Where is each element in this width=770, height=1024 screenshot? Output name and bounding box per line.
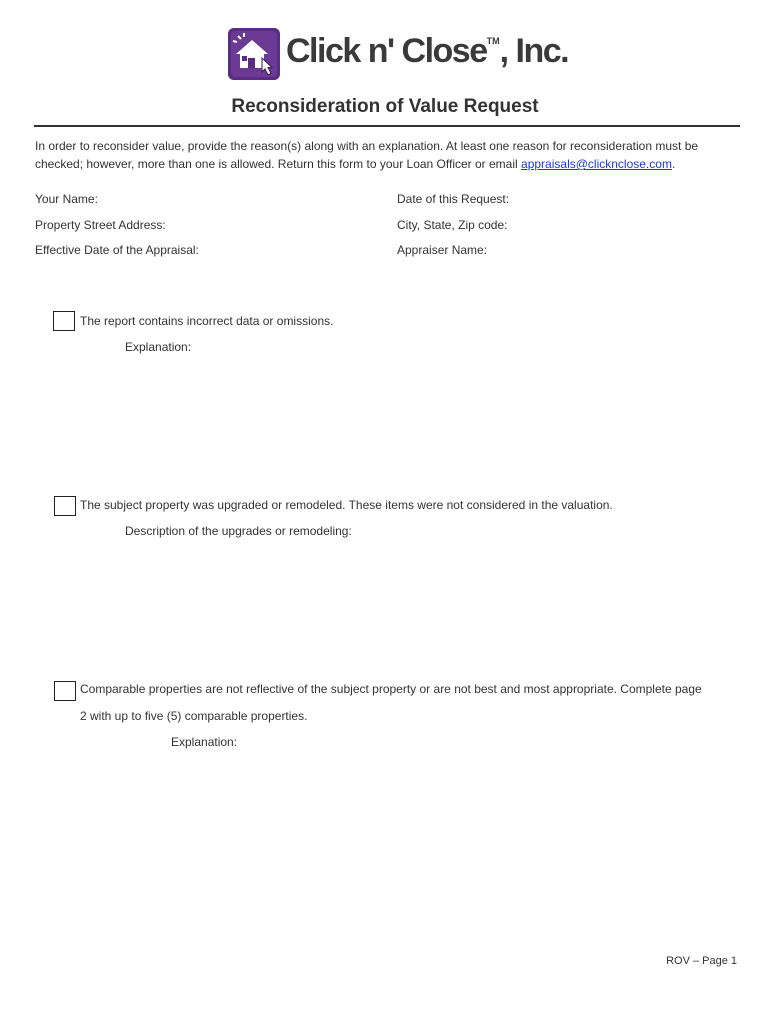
city-state-zip-label: City, State, Zip code:: [397, 218, 508, 232]
brand-name: Click n' Close™, Inc.: [286, 32, 569, 70]
company-logo: [228, 28, 568, 82]
incorrect-data-checkbox[interactable]: [53, 311, 75, 331]
email-link[interactable]: appraisals@clicknclose.com: [521, 157, 672, 171]
title-divider: [34, 125, 740, 127]
upgraded-property-label: The subject property was upgraded or remodeled. These items were not considered in the valuation.: [80, 498, 613, 512]
intro-paragraph: In order to reconsider value, provide the reason(s) along with an explanation. At least one reason for reconsideration must be checked; however, more than one is allowed. Return this form to your Loan Officer or email appraisals@clicknclose.com.: [35, 139, 699, 171]
explanation-label: Explanation:: [171, 735, 238, 749]
incorrect-data-label: The report contains incorrect data or omissions.: [80, 314, 334, 328]
appraiser-name-label: Appraiser Name:: [397, 243, 488, 257]
comparables-label: Comparable properties are not reflective of the subject property or are not best and most appropriate. Complete page: [80, 682, 702, 696]
your-name-label: Your Name:: [35, 192, 98, 206]
date-request-label: Date of this Request:: [397, 192, 510, 206]
upgrades-description-label: Description of the upgrades or remodeling:: [125, 524, 352, 538]
explanation-label: Explanation:: [125, 340, 192, 354]
effective-date-label: Effective Date of the Appraisal:: [35, 243, 199, 257]
page-number: ROV – Page 1: [666, 955, 737, 967]
page-title: Reconsideration of Value Request: [231, 96, 539, 117]
upgraded-property-checkbox[interactable]: [54, 496, 76, 516]
house-cursor-icon: [228, 28, 280, 80]
comparables-checkbox[interactable]: [54, 681, 76, 701]
comparables-label-line2: 2 with up to five (5) comparable properties.: [80, 709, 308, 723]
street-address-label: Property Street Address:: [35, 218, 166, 232]
